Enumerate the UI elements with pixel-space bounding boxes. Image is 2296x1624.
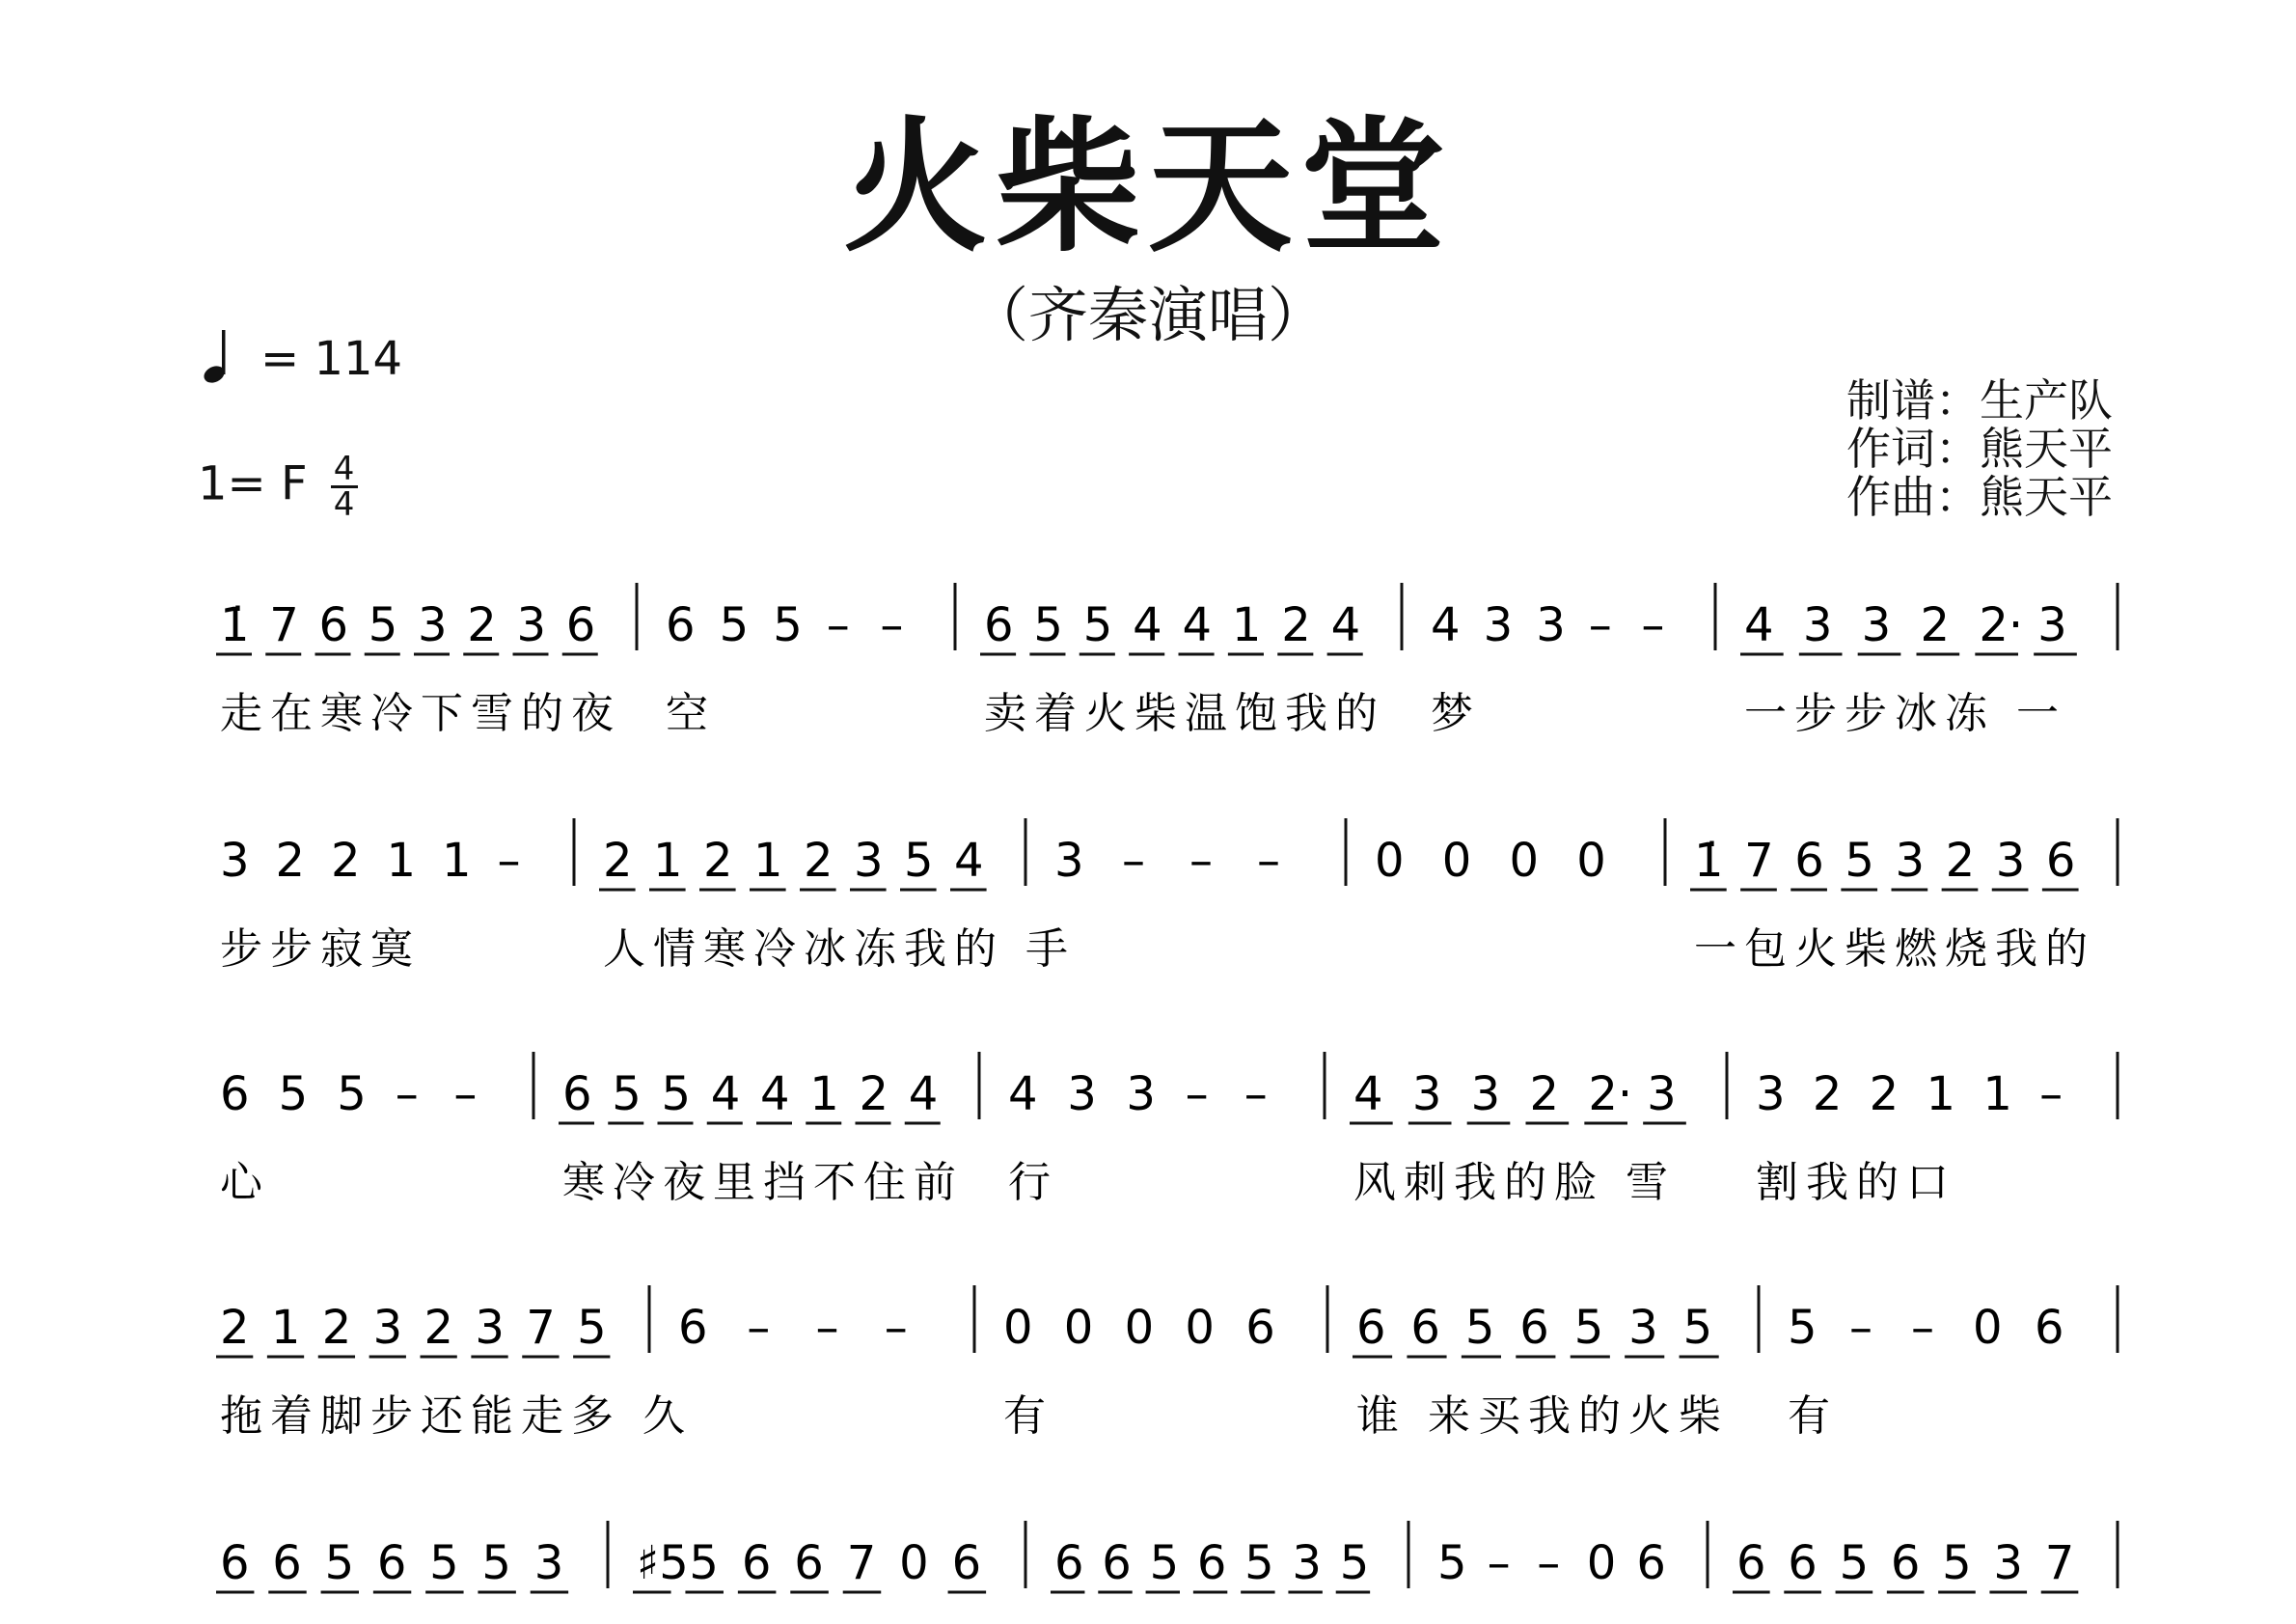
credit-arranger: 制谱：生产队 xyxy=(1846,374,2113,427)
note: 6 xyxy=(678,1301,708,1355)
note: – xyxy=(1185,1067,1209,1121)
note: 4 xyxy=(1008,1067,1038,1121)
note: 0 xyxy=(1576,834,1606,888)
lyric: 谁 来买我的火柴 xyxy=(1356,1391,1729,1441)
note: 4 xyxy=(954,834,984,888)
note: 0 xyxy=(1063,1301,1094,1355)
note: 1 xyxy=(442,834,472,888)
note: 5 xyxy=(904,834,934,888)
note: – xyxy=(1257,834,1280,888)
note: 5 xyxy=(1682,1301,1713,1355)
note: 4 xyxy=(1182,598,1213,652)
note: – xyxy=(826,598,850,652)
note: 2· xyxy=(1588,1067,1633,1121)
note: 7 xyxy=(1744,834,1774,888)
note: 6 xyxy=(984,598,1014,652)
note: 6 xyxy=(1102,1536,1132,1590)
note: 6 xyxy=(666,598,696,652)
note: 3 xyxy=(2037,598,2067,652)
note: 2 xyxy=(1945,834,1976,888)
note: 3 xyxy=(1054,834,1084,888)
note: 4 xyxy=(710,1067,741,1121)
note: 6 xyxy=(562,1067,592,1121)
note: 5 xyxy=(1464,1301,1495,1355)
lyric: 有 xyxy=(1003,1391,1053,1441)
note: 3 xyxy=(418,598,448,652)
note: 2 xyxy=(703,834,733,888)
note: 1 xyxy=(653,834,683,888)
note: 3 xyxy=(516,598,547,652)
note: 3 xyxy=(220,834,250,888)
note: – xyxy=(453,1067,478,1121)
note: 3 xyxy=(1126,1067,1156,1121)
note: 1 xyxy=(1926,1067,1956,1121)
note: 2 xyxy=(467,598,497,652)
note: 4 xyxy=(1353,1067,1383,1121)
note: 1 xyxy=(1982,1067,2012,1121)
note: 6 xyxy=(220,1067,250,1121)
note: 5 xyxy=(773,598,803,652)
note: 3 xyxy=(475,1301,505,1355)
note: 3 xyxy=(1470,1067,1501,1121)
note: 0 xyxy=(1973,1301,2003,1355)
note: 0 xyxy=(1124,1301,1155,1355)
note: 2 xyxy=(1920,598,1951,652)
lyric: 一包火柴燃烧我的 xyxy=(1694,924,2095,974)
note: 3 xyxy=(1861,598,1892,652)
time-bottom: 4 xyxy=(333,485,355,524)
note: – xyxy=(747,1301,771,1355)
note: 0 xyxy=(1509,834,1540,888)
credit-composer: 作曲：熊天平 xyxy=(1846,471,2113,523)
note: 2 xyxy=(220,1301,250,1355)
lyric: 走在寒冷下雪的夜 xyxy=(220,689,621,738)
lyric: 空 xyxy=(666,689,716,738)
note: 5 xyxy=(1788,1301,1818,1355)
score-row xyxy=(216,1521,2118,1592)
note: 3 xyxy=(1067,1067,1097,1121)
note: 3 xyxy=(1647,1067,1677,1121)
note: 6 xyxy=(741,1536,772,1590)
note: 5 xyxy=(1339,1536,1370,1590)
note: 5 xyxy=(278,1067,309,1121)
note: ♯5 xyxy=(637,1536,689,1590)
note: 5 xyxy=(1082,598,1113,652)
note: 5 xyxy=(1437,1536,1467,1590)
note: 6 xyxy=(1519,1301,1549,1355)
note: 4 xyxy=(760,1067,790,1121)
note: 3 xyxy=(372,1301,403,1355)
note: 1 xyxy=(386,834,417,888)
lyric: 有 xyxy=(1788,1391,1838,1441)
note: 6 xyxy=(1356,1301,1386,1355)
note: – xyxy=(395,1067,419,1121)
note: 6 xyxy=(1890,1536,1921,1590)
note: 1̇ xyxy=(220,598,250,652)
lyric: 割我的口 xyxy=(1756,1158,1956,1207)
note: 7 xyxy=(526,1301,556,1355)
song-title: 火柴天堂 xyxy=(842,104,1453,272)
note: 2 xyxy=(321,1301,352,1355)
note: 5 xyxy=(577,1301,607,1355)
lyric: 风刺我的脸 雪 xyxy=(1353,1158,1676,1207)
note: 5 xyxy=(1942,1536,1972,1590)
note: 5 xyxy=(337,1067,367,1121)
note: 0 xyxy=(1441,834,1472,888)
note: 3 xyxy=(1536,598,1566,652)
note: 4 xyxy=(1330,598,1361,652)
note: 0 xyxy=(1003,1301,1033,1355)
note: 4 xyxy=(1431,598,1461,652)
note: – xyxy=(1849,1301,1872,1355)
note: 6 xyxy=(376,1536,407,1590)
song-subtitle: （齐秦演唱） xyxy=(968,280,1327,350)
note: – xyxy=(1189,834,1213,888)
note: 6 xyxy=(1196,1536,1227,1590)
lyric: 梦 xyxy=(1431,689,1481,738)
note: 2 xyxy=(1529,1067,1560,1121)
lyric: 人情寒冷冰冻我的 手 xyxy=(603,924,1076,974)
note: 5 xyxy=(481,1536,511,1590)
note: 5 xyxy=(368,598,398,652)
key-text: 1= F xyxy=(198,456,308,511)
lyric: 寒冷夜里挡不住前 xyxy=(562,1158,964,1207)
note: 6 xyxy=(1245,1301,1275,1355)
note: 6 xyxy=(220,1536,250,1590)
note: 3 xyxy=(1995,834,2026,888)
credit-lyricist: 作词：熊天平 xyxy=(1846,423,2113,475)
note: 5 xyxy=(612,1067,642,1121)
lyric: 心 xyxy=(220,1158,270,1207)
note: 0 xyxy=(1586,1536,1617,1590)
note: 5 xyxy=(689,1536,719,1590)
note: 2 xyxy=(859,1067,889,1121)
note: 6 xyxy=(1410,1301,1440,1355)
score-row xyxy=(220,1052,2118,1207)
note: 4 xyxy=(1133,598,1162,652)
note: 6 xyxy=(1794,834,1824,888)
note: 2 xyxy=(1812,1067,1843,1121)
note: – xyxy=(1588,598,1612,652)
note: – xyxy=(497,834,521,888)
score-row xyxy=(216,583,2118,738)
note: 3 xyxy=(1802,598,1833,652)
note: 2 xyxy=(424,1301,454,1355)
note: 6 xyxy=(2035,1301,2064,1355)
note: 5 xyxy=(1839,1536,1870,1590)
note: 3 xyxy=(1756,1067,1786,1121)
lyric: 拖着脚步还能走多 久 xyxy=(220,1391,693,1441)
note: – xyxy=(880,598,904,652)
note: – xyxy=(1244,1067,1268,1121)
score-row xyxy=(220,818,2118,974)
note: 2 xyxy=(804,834,834,888)
note: 0 xyxy=(1375,834,1405,888)
note: 0 xyxy=(899,1536,929,1590)
note: 4 xyxy=(908,1067,939,1121)
note: – xyxy=(884,1301,908,1355)
note: 5 xyxy=(429,1536,459,1590)
note: 1 xyxy=(270,1301,301,1355)
note: 6 xyxy=(1788,1536,1818,1590)
lyric: 行 xyxy=(1008,1158,1058,1207)
note: 1̇ xyxy=(1694,834,1724,888)
time-top: 4 xyxy=(333,450,355,488)
note: 3 xyxy=(1483,598,1514,652)
note: 5 xyxy=(719,598,750,652)
note: 1 xyxy=(809,1067,839,1121)
note: 7 xyxy=(2044,1536,2075,1590)
note: 5 xyxy=(324,1536,355,1590)
note: 2 xyxy=(331,834,361,888)
lyric: 一步步冰冻 一 xyxy=(1744,689,2066,738)
note: 3 xyxy=(854,834,884,888)
lyric: 步步寂寞 xyxy=(220,924,421,974)
note: 2 xyxy=(1281,598,1311,652)
note: 7 xyxy=(269,598,299,652)
note: 2· xyxy=(1979,598,2024,652)
note: 2 xyxy=(275,834,306,888)
note: – xyxy=(1537,1536,1561,1590)
lyric: 卖着火柴温饱我的 xyxy=(984,689,1385,738)
note: 0 xyxy=(1185,1301,1215,1355)
note: 6 xyxy=(565,598,596,652)
note: 6 xyxy=(951,1536,982,1590)
note: – xyxy=(1911,1301,1934,1355)
note: 7 xyxy=(846,1536,877,1590)
note: 6 xyxy=(318,598,349,652)
note: 6 xyxy=(1736,1536,1766,1590)
note: 5 xyxy=(1573,1301,1604,1355)
note: – xyxy=(2039,1067,2064,1121)
note: 2 xyxy=(603,834,633,888)
note: 5 xyxy=(1845,834,1874,888)
note: 6 xyxy=(794,1536,824,1590)
note: 5 xyxy=(1149,1536,1180,1590)
note: 3 xyxy=(533,1536,564,1590)
note: – xyxy=(1487,1536,1511,1590)
note: 1 xyxy=(1231,598,1262,652)
note: – xyxy=(1122,834,1145,888)
note: 3 xyxy=(1993,1536,2023,1590)
note: 3 xyxy=(1411,1067,1442,1121)
note: 3 xyxy=(1895,834,1926,888)
note: – xyxy=(815,1301,839,1355)
note: 3 xyxy=(1292,1536,1322,1590)
note: 3 xyxy=(1628,1301,1658,1355)
note: 4 xyxy=(1744,598,1774,652)
score-row xyxy=(216,1285,2118,1441)
note: 2 xyxy=(1869,1067,1900,1121)
note: 5 xyxy=(1033,598,1063,652)
note: 6 xyxy=(2045,834,2076,888)
note: 6 xyxy=(1054,1536,1084,1590)
note: 6 xyxy=(1636,1536,1666,1590)
note: 5 xyxy=(661,1067,692,1121)
tempo-value: = 114 xyxy=(260,332,403,386)
note: 6 xyxy=(272,1536,302,1590)
note: 1 xyxy=(753,834,783,888)
note: 5 xyxy=(1244,1536,1274,1590)
note: – xyxy=(1641,598,1665,652)
